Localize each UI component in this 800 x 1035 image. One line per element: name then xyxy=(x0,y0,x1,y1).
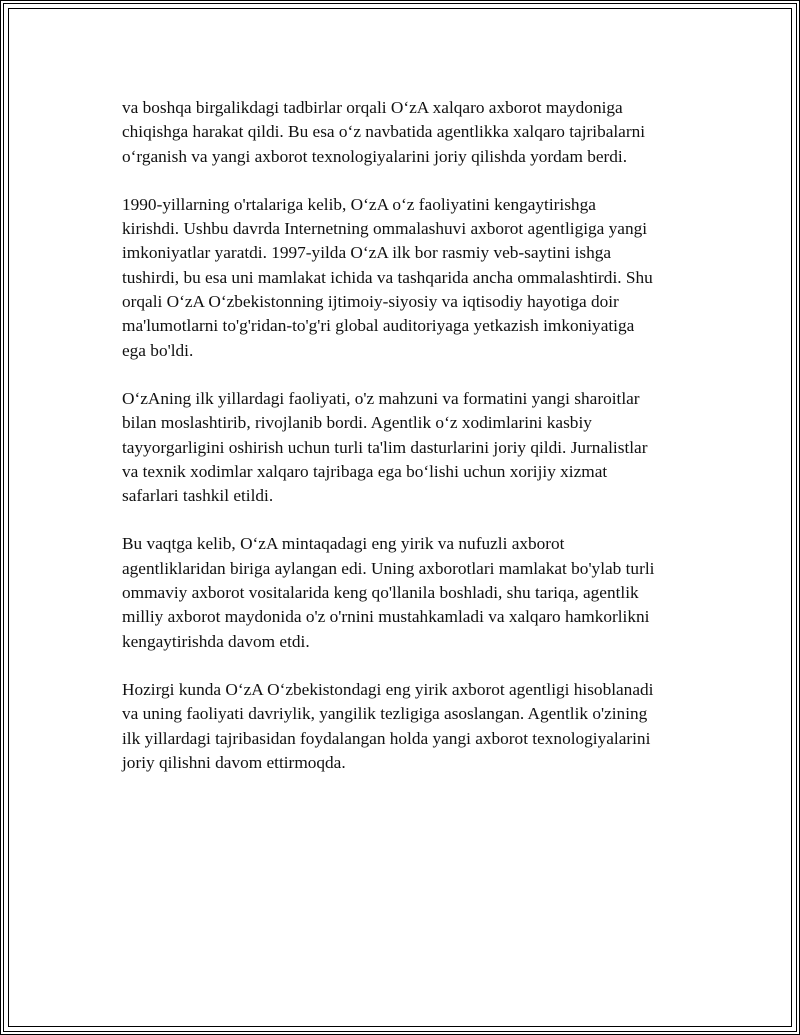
paragraph-5 xyxy=(122,678,702,775)
text-line: ommaviy axborot vositalarida keng qo'llanila boshladi, shu tariqa, agentlik xyxy=(122,583,639,603)
text-line: ega bo'ldi. xyxy=(122,340,194,360)
text-line: agentliklaridan biriga aylangan edi. Uning axborotlari mamlakat bo'ylab turli xyxy=(122,558,655,578)
text-line: bilan moslashtirib, rivojlanib bordi. Agentlik o‘z xodimlarini kasbiy xyxy=(122,413,592,433)
paragraph-2 xyxy=(122,193,702,363)
text-line: chiqishga harakat qildi. Bu esa o‘z navbatida agentlikka xalqaro tajribalarni xyxy=(122,122,646,142)
paragraph-4 xyxy=(122,532,702,653)
text-line: kirishdi. Ushbu davrda Internetning ommalashuvi axborot agentligiga yangi xyxy=(122,219,648,239)
text-line: Hozirgi kunda O‘zA O‘zbekistondagi eng yirik axborot agentligi hisoblanadi xyxy=(122,679,654,699)
text-line: va boshqa birgalikdagi tadbirlar orqali O‘zA xalqaro axborot maydoniga xyxy=(122,98,623,117)
text-line: safarlari tashkil etildi. xyxy=(122,486,274,506)
text-line: kengaytirishda davom etdi. xyxy=(122,631,310,651)
paragraph-3 xyxy=(122,387,702,508)
text-line: milliy axborot maydonida o'z o'rnini mustahkamladi va xalqaro hamkorlikni xyxy=(122,607,650,627)
text-line: joriy qilishni davom ettirmoqda. xyxy=(122,752,346,772)
text-line: orqali O‘zA O‘zbekistonning ijtimoiy-siyosiy va iqtisodiy hayotiga doir xyxy=(122,292,619,312)
text-line: O‘zAning ilk yillardagi faoliyati, o'z mahzuni va formatini yangi sharoitlar xyxy=(122,388,640,408)
text-line: tayyorgarligini oshirish uchun turli ta'lim dasturlarini joriy qildi. Jurnalistlar xyxy=(122,437,648,457)
text-line: tushirdi, bu esa uni mamlakat ichida va tashqarida ancha ommalashtirdi. Shu xyxy=(122,267,653,287)
text-line: Bu vaqtga kelib, O‘zA mintaqadagi eng yirik va nufuzli axborot xyxy=(122,534,565,554)
text-line: va texnik xodimlar xalqaro tajribaga ega bo‘lishi uchun xorijiy xizmat xyxy=(122,461,608,481)
text-line: ma'lumotlarni to'g'ridan-to'g'ri global auditoriyaga yetkazish imkoniyatiga xyxy=(122,316,635,336)
text-line: va uning faoliyati davriylik, yangilik tezligiga asoslangan. Agentlik o'zining xyxy=(122,704,648,724)
paragraph-1 xyxy=(122,96,702,169)
text-line: o‘rganish va yangi axborot texnologiyalarini joriy qilishda yordam berdi. xyxy=(122,146,628,166)
text-line: 1990-yillarning o'rtalariga kelib, O‘zA o‘z faoliyatini kengaytirishga xyxy=(122,194,596,214)
text-line: imkoniyatlar yaratdi. 1997-yilda O‘zA ilk bor rasmiy veb-saytini ishga xyxy=(122,243,612,263)
text-line: ilk yillardagi tajribasidan foydalangan holda yangi axborot texnologiyalarini xyxy=(122,728,651,748)
document-body xyxy=(122,96,702,799)
